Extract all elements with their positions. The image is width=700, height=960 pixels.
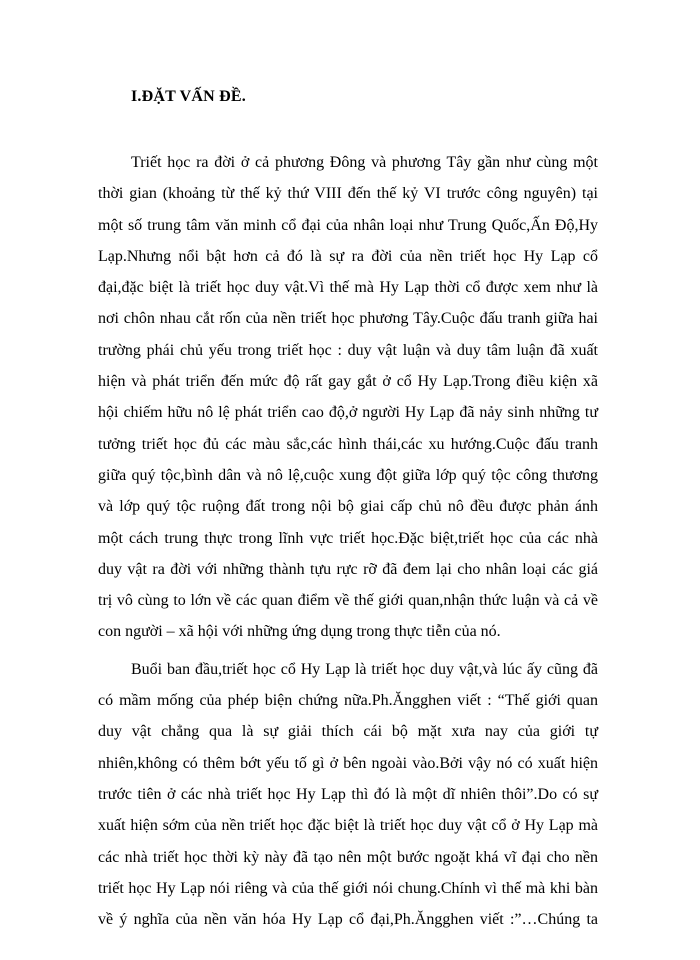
text-line: nhiên,không có thêm bớt yếu tố gì ở bên ngoài vào.Bởi vậy nó có xuất hiện (98, 754, 598, 772)
paragraph-1 (98, 147, 598, 648)
document-body (98, 147, 598, 935)
text-line: và lớp quý tộc ruộng đất trong nội bộ giai cấp chủ nô đều được phản ánh (98, 498, 598, 516)
text-line: một số trung tâm văn minh cổ đại của nhân loại như Trung Quốc,Ấn Độ,Hy (98, 216, 598, 234)
text-line: hiện và phát triển đến mức độ rất gay gắt ở cổ Hy Lạp.Trong điều kiện xã (98, 373, 598, 391)
text-line: duy vật chẳng qua là sự giải thích cái bộ mặt xưa nay của giới tự (98, 723, 598, 741)
text-line: Lạp.Nhưng nổi bật hơn cả đó là sự ra đời của nền triết học Hy Lạp cổ (98, 247, 598, 265)
text-line: một cách trung thực trong lĩnh vực triết học.Đặc biệt,triết học của các nhà (98, 529, 598, 547)
text-line: đại,đặc biệt là triết học duy vật.Vì thế mà Hy Lạp thời cổ được xem như là (98, 279, 598, 297)
text-line: tưởng triết học đủ các màu sắc,các hình thái,các xu hướng.Cuộc đấu tranh (98, 435, 598, 453)
text-line: hội chiếm hữu nô lệ phát triển cao độ,ở người Hy Lạp đã nảy sinh những tư (98, 404, 598, 422)
text-line: trước tiên ở các nhà triết học Hy Lạp thì đó là một dĩ nhiên thôi”.Do có sự (98, 785, 598, 803)
text-line: Triết học ra đời ở cả phương Đông và phương Tây gần như cùng một (131, 154, 598, 171)
text-line: xuất hiện sớm của nền triết học đặc biệt là triết học duy vật cổ ở Hy Lạp mà (98, 817, 598, 835)
text-line: về ý nghĩa của nền văn hóa Hy Lạp cổ đại,Ph.Ăngghen viết :”…Chúng ta (98, 911, 598, 929)
text-line: trị vô cùng to lớn về các quan điểm về thế giới quan,nhận thức luận và cả về (98, 592, 598, 610)
text-line: các nhà triết học thời kỳ này đã tạo nên một bước ngoặt khá vĩ đại cho nền (98, 848, 598, 866)
text-line: triết học Hy Lạp nói riêng và của thế giới nói chung.Chính vì thế mà khi bàn (98, 879, 598, 897)
text-line: giữa quý tộc,bình dân và nô lệ,cuộc xung đột giữa lớp quý tộc công thương (98, 466, 598, 484)
text-line: thời gian (khoảng từ thế kỷ thứ VIII đến thế kỷ VI trước công nguyên) tại (98, 185, 598, 203)
paragraph-2 (98, 654, 598, 936)
text-line: trường phái chủ yếu trong triết học : duy vật luận và duy tâm luận đã xuất (98, 341, 598, 359)
text-line: Buổi ban đầu,triết học cổ Hy Lạp là triết học duy vật,và lúc ấy cũng đã (131, 660, 598, 678)
text-line: có mầm mống của phép biện chứng nữa.Ph.Ăngghen viết : “Thế giới quan (98, 692, 598, 710)
text-line: duy vật ra đời với những thành tựu rực rỡ đã đem lại cho nhân loại các giá (98, 560, 598, 578)
section-heading: I.ĐẶT VẤN ĐỀ. (131, 88, 246, 105)
text-line: con người – xã hội với những ứng dụng trong thực tiễn của nó. (98, 623, 501, 641)
text-line: nơi chôn nhau cắt rốn của nền triết học phương Tây.Cuộc đấu tranh giữa hai (98, 310, 598, 328)
